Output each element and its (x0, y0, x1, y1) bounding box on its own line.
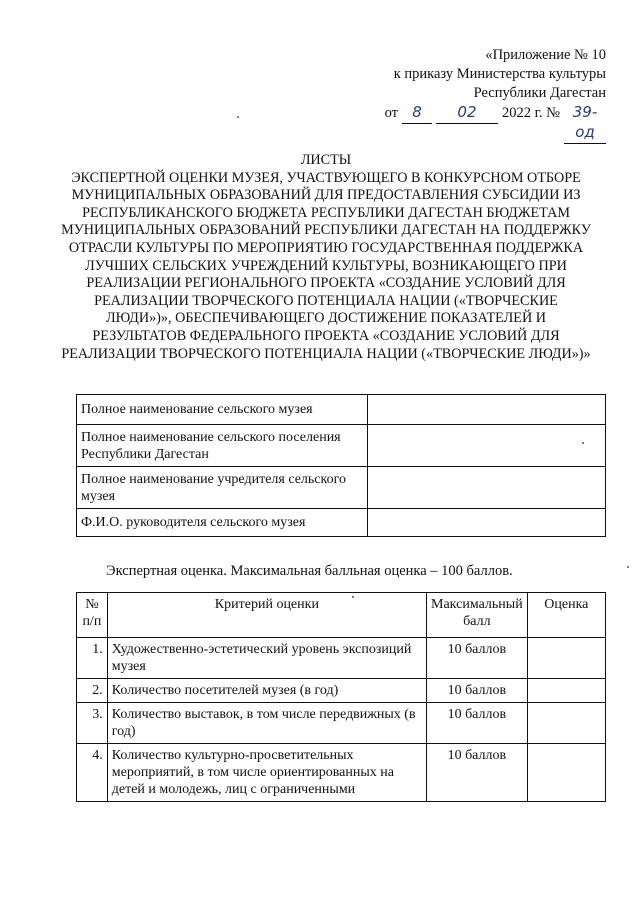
order-year: 2022 г. № (501, 105, 560, 121)
row-max: 10 баллов (427, 703, 528, 744)
info-value-field[interactable] (368, 395, 606, 425)
table-row (77, 679, 606, 703)
appendix-line-2: к приказу Министерства культуры (393, 66, 606, 82)
scan-speck (627, 566, 629, 568)
row-score-field[interactable] (527, 679, 605, 703)
title-heading: ЛИСТЫ (300, 152, 352, 168)
row-criterion: Количество выставок, в том числе передвижных (в год) (107, 703, 426, 744)
row-max: 10 баллов (427, 744, 528, 802)
scan-speck (237, 116, 239, 118)
row-score-field[interactable] (527, 744, 605, 802)
info-value-field[interactable] (368, 467, 606, 509)
row-criterion: Количество посетителей музея (в год) (107, 679, 426, 703)
scan-speck (582, 442, 584, 444)
header-score: Оценка (527, 593, 605, 638)
title-body: ЭКСПЕРТНОЙ ОЦЕНКИ МУЗЕЯ, УЧАСТВУЮЩЕГО В КОНКУРСНОМ ОТБОРЕ МУНИЦИПАЛЬНЫХ ОБРАЗОВАНИЙ ДЛЯ ПРЕДОСТАВЛЕНИЯ СУБСИДИИ ИЗ РЕСПУБЛИКАНСКОГО БЮДЖЕТА РЕСПУБЛИКИ ДАГЕСТАН БЮДЖЕТАМ МУНИЦИПАЛЬНЫХ ОБРАЗОВАНИЙ РЕСПУБЛИКИ ДАГЕСТАН НА ПОДДЕРЖКУ ОТРАСЛИ КУЛЬТУРЫ ПО МЕРОПРИЯТИЮ ГОСУДАРСТВЕННАЯ ПОДДЕРЖКА ЛУЧШИХ СЕЛЬСКИХ УЧРЕЖДЕНИЙ КУЛЬТУРЫ, ВОЗНИКАЮЩЕГО ПРИ РЕАЛИЗАЦИИ РЕГИОНАЛЬНОГО ПРОЕКТА «СОЗДАНИЕ УСЛОВИЙ ДЛЯ РЕАЛИЗАЦИИ ТВОРЧЕСКОГО ПОТЕНЦИАЛА НАЦИИ («ТВОРЧЕСКИЕ ЛЮДИ»)», ОБЕСПЕЧИВАЮЩЕГО ДОСТИЖЕНИЕ ПОКАЗАТЕЛЕЙ И РЕЗУЛЬТАТОВ ФЕДЕРАЛЬНОГО ПРОЕКТА «СОЗДАНИЕ УСЛОВИЙ ДЛЯ РЕАЛИЗАЦИИ ТВОРЧЕСКОГО ПОТЕНЦИАЛА НАЦИИ («ТВОРЧЕСКИЕ ЛЮДИ»)» (61, 169, 591, 362)
table-row (77, 744, 606, 802)
table-row (77, 703, 606, 744)
info-label: Полное наименование сельского музея (77, 395, 368, 425)
table-row (77, 425, 606, 467)
row-max: 10 баллов (427, 679, 528, 703)
row-num: 2. (77, 679, 108, 703)
appendix-header (385, 46, 606, 144)
row-num: 1. (77, 638, 108, 679)
header-num: № п/п (77, 593, 108, 638)
criteria-table (76, 592, 606, 802)
row-criterion: Художественно-эстетический уровень экспозиций музея (107, 638, 426, 679)
document-title (60, 152, 592, 363)
table-row (77, 509, 606, 537)
row-num: 4. (77, 744, 108, 802)
info-label: Полное наименование учредителя сельского музея (77, 467, 368, 509)
appendix-line-1: «Приложение № 10 (485, 47, 606, 63)
info-label: Ф.И.О. руководителя сельского музея (77, 509, 368, 537)
scan-speck (352, 596, 354, 598)
row-num: 3. (77, 703, 108, 744)
info-value-field[interactable] (368, 425, 606, 467)
museum-info-table (76, 394, 606, 537)
row-score-field[interactable] (527, 638, 605, 679)
header-criterion: Критерий оценки (107, 593, 426, 638)
row-score-field[interactable] (527, 703, 605, 744)
order-number-handwritten: 39-од (572, 103, 598, 141)
order-line (385, 103, 606, 144)
row-criterion: Количество культурно-просветительных мероприятий, в том числе ориентированных на детей и молодежь, лиц с ограниченными (107, 744, 426, 802)
order-month-handwritten: 02 (457, 103, 477, 121)
header-max: Максимальный балл (427, 593, 528, 638)
order-day-handwritten: 8 (412, 103, 422, 121)
info-label: Полное наименование сельского поселения Республики Дагестан (77, 425, 368, 467)
table-row (77, 395, 606, 425)
info-value-field[interactable] (368, 509, 606, 537)
appendix-line-3: Республики Дагестан (473, 85, 606, 101)
order-prefix: от (384, 105, 398, 121)
table-header-row (77, 593, 606, 638)
row-max: 10 баллов (427, 638, 528, 679)
table-row (77, 638, 606, 679)
table-row (77, 467, 606, 509)
score-note: Экспертная оценка. Максимальная балльная оценка – 100 баллов. (106, 563, 513, 579)
